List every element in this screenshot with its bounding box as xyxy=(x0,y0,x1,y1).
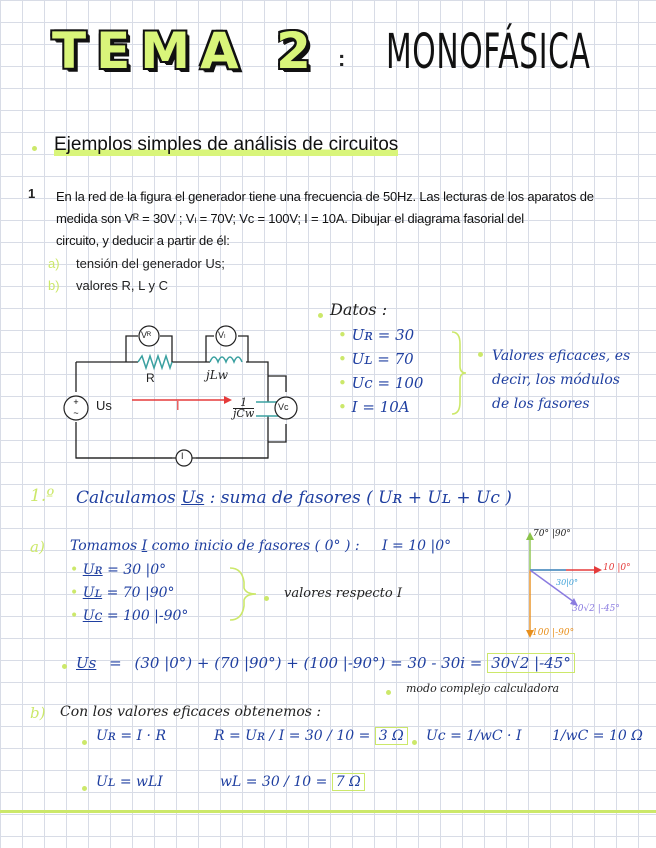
step-a-brace xyxy=(228,564,260,624)
step-a-row: • Uc = 100 |-90° xyxy=(70,608,189,624)
us-result: 30√2 |-45° xyxy=(487,653,575,673)
item-b-letter: b) xyxy=(48,278,60,293)
bullet-dot xyxy=(318,313,323,318)
datos-row: • I = 10A xyxy=(338,398,410,416)
svg-text:+: + xyxy=(73,397,79,407)
item-a-letter: a) xyxy=(48,256,60,271)
item-b-text: valores R, L y C xyxy=(76,278,168,293)
r-line: R = Uʀ / I = 30 / 10 = 3 Ω xyxy=(214,728,408,744)
l-result: 7 Ω xyxy=(332,773,365,791)
bullet-dot xyxy=(264,596,269,601)
title-colon: : xyxy=(338,46,346,71)
us-note: modo complejo calculadora xyxy=(406,682,560,695)
bullet-dot xyxy=(412,740,417,745)
meter-vr-label: Vᴿ xyxy=(141,330,152,340)
problem-number: 1 xyxy=(28,186,36,201)
us-equation: Us = (30 |0°) + (70 |90°) + (100 |-90°) = 30 - 30i = 30√2 |-45° xyxy=(76,654,575,672)
uc-line: Uc = 1/wC · I xyxy=(426,728,522,744)
step-a-letter: a) xyxy=(30,538,45,556)
svg-text:~: ~ xyxy=(73,408,79,418)
ul-line: Uʟ = wLI xyxy=(96,774,163,790)
capacitor-label: 1 jCw xyxy=(233,396,255,420)
section-title: Ejemplos simples de análisis de circuitos xyxy=(54,134,399,155)
datos-title: Datos : xyxy=(330,300,388,319)
phasor-right-small-label: 30|0° xyxy=(556,578,578,587)
phasor-up-label: 70° |90° xyxy=(533,529,571,539)
bullet-dot xyxy=(32,146,37,151)
phasor-diag-label: 30√2 |-45° xyxy=(572,604,620,614)
meter-vl-label: Vₗ xyxy=(218,330,226,340)
datos-brace xyxy=(448,330,470,416)
step-a-list xyxy=(70,562,230,631)
step-a-note: valores respecto I xyxy=(284,586,402,601)
title-monofasica: MONOFÁSICA xyxy=(386,24,591,80)
step1-number: 1.º xyxy=(30,486,55,506)
inductor-label: jLw xyxy=(206,368,228,382)
problem-line-2: medida son Vᴿ = 30V ; Vₗ = 70V; Vc = 100V; I = 10A. Dibujar el diagrama fasorial del xyxy=(56,211,524,226)
c-line: 1/wC = 10 Ω xyxy=(552,728,643,744)
bullet-dot xyxy=(82,740,87,745)
datos-row: • Uʀ = 30 xyxy=(338,326,415,344)
bullet-dot xyxy=(82,786,87,791)
phasor-diagram xyxy=(520,530,640,642)
bullet-dot xyxy=(386,690,391,695)
problem-text xyxy=(56,186,626,252)
bottom-divider xyxy=(0,810,656,813)
datos-note: Valores eficaces, es decir, los módulos de los fasores xyxy=(492,348,631,412)
step-a-row: • Uʀ = 30 |0° xyxy=(70,562,167,578)
problem-line-1: En la red de la figura el generador tiene una frecuencia de 50Hz. Las lecturas de los aparatos de xyxy=(56,189,594,204)
meter-vc-label: Vc xyxy=(278,402,289,412)
item-a-text: tensión del generador Us; xyxy=(76,256,225,271)
resistor-label: R xyxy=(146,371,155,385)
current-arrow-label: I xyxy=(176,398,180,413)
bullet-dot xyxy=(62,664,67,669)
step-a-text: Tomamos I como inicio de fasores ( 0° ) : I = 10 |0° xyxy=(70,538,452,554)
meter-i-label: I xyxy=(181,451,184,461)
r-result: 3 Ω xyxy=(375,727,408,745)
step-a-row: • Uʟ = 70 |90° xyxy=(70,585,175,601)
datos-row: • Uʟ = 70 xyxy=(338,350,414,368)
problem-line-3: circuito, y deducir a partir de él: xyxy=(56,233,230,248)
datos-row: • Uc = 100 xyxy=(338,374,424,392)
step-b-letter: b) xyxy=(30,704,46,722)
source-label: Us xyxy=(96,398,112,413)
ur-line: Uʀ = I · R xyxy=(96,728,166,744)
step1-text: Calculamos Us : suma de fasores ( Uʀ + Uʟ + Uc ) xyxy=(76,488,512,508)
phasor-right-label: 10 |0° xyxy=(603,563,631,573)
circuit-diagram xyxy=(60,320,320,470)
title-tema: TEMA 2 xyxy=(52,22,321,80)
phasor-down-label: 100 |-90° xyxy=(532,628,575,638)
bullet-dot xyxy=(478,352,483,357)
l-line: wL = 30 / 10 = 7 Ω xyxy=(220,774,365,790)
step-b-text: Con los valores eficaces obtenemos : xyxy=(60,704,322,720)
